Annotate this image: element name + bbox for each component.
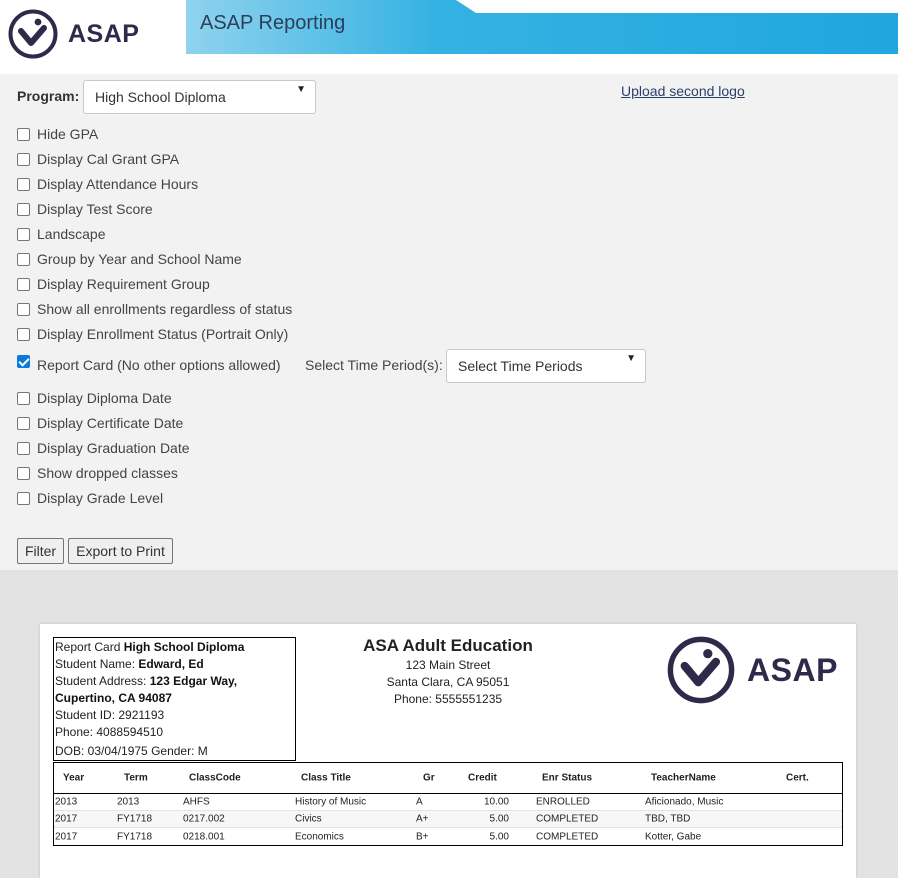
cell-credit: 10.00 (483, 796, 509, 808)
cell-gr: B+ (416, 831, 429, 842)
program-select-value: High School Diploma (95, 89, 226, 105)
time-period-label: Select Time Period(s): (305, 357, 443, 373)
checkbox[interactable] (17, 417, 30, 430)
option-label: Display Attendance Hours (37, 176, 199, 192)
student-name: Edward, Ed (138, 657, 204, 671)
option-display-cal-grant-gpa[interactable] (17, 151, 179, 167)
option-display-graduation-date[interactable] (17, 440, 190, 456)
option-group-by-year[interactable] (17, 251, 242, 267)
option-label: Show all enrollments regardless of status (37, 301, 293, 317)
dropdown-arrow-icon: ▼ (626, 353, 636, 364)
cell-class-title: Civics (295, 813, 322, 825)
cell-gr: A (416, 796, 423, 808)
checkbox[interactable] (17, 392, 30, 405)
col-classcode: ClassCode (189, 772, 241, 784)
logo-text: ASAP (747, 651, 838, 688)
option-display-certificate-date[interactable] (17, 415, 183, 431)
option-label: Display Test Score (37, 201, 153, 217)
cell-term: 2013 (117, 796, 140, 808)
checkbox[interactable] (17, 178, 30, 191)
option-display-grade-level[interactable] (17, 490, 163, 506)
option-label: Display Grade Level (37, 490, 164, 506)
cell-year: 2017 (55, 813, 78, 825)
dropdown-arrow-icon: ▼ (296, 84, 306, 95)
filter-button[interactable]: Filter (17, 538, 64, 564)
school-name: ASA Adult Education (363, 636, 533, 655)
checkbox[interactable] (17, 442, 30, 455)
col-class-title: Class Title (301, 772, 351, 784)
checkbox[interactable] (17, 278, 30, 291)
option-label: Display Diploma Date (37, 390, 172, 406)
student-phone: Phone: 4088594510 (55, 725, 164, 739)
option-show-dropped-classes[interactable] (17, 465, 178, 481)
student-info-box (53, 637, 296, 761)
cell-gr: A+ (416, 813, 429, 825)
cell-classcode: 0217.002 (183, 813, 225, 825)
option-label: Group by Year and School Name (37, 251, 242, 267)
cell-teacher-name: Kotter, Gabe (645, 831, 702, 842)
option-show-all-enrollments[interactable] (17, 301, 292, 317)
enrollment-table (53, 762, 843, 846)
cell-teacher-name: TBD, TBD (645, 813, 691, 825)
export-to-print-button[interactable]: Export to Print (68, 538, 173, 564)
checkbox[interactable] (17, 228, 30, 241)
report-options-panel (0, 74, 898, 570)
cell-class-title: History of Music (295, 796, 367, 808)
checkbox[interactable] (17, 467, 30, 480)
option-display-attendance-hours[interactable] (17, 176, 198, 192)
cell-year: 2013 (55, 796, 78, 808)
col-term: Term (124, 772, 148, 784)
address-line2: Cupertino, CA 94087 (55, 691, 172, 705)
report-card-page (40, 624, 856, 878)
table-header (54, 763, 842, 794)
address-label: Student Address: (55, 674, 147, 688)
time-period-select[interactable] (446, 349, 646, 383)
option-display-enrollment-status[interactable] (17, 326, 288, 342)
table-row (54, 794, 842, 811)
cell-enr-status: COMPLETED (536, 813, 599, 825)
student-name-label: Student Name: (55, 657, 136, 671)
time-period-select-value: Select Time Periods (458, 358, 583, 374)
option-report-card[interactable] (17, 354, 281, 373)
checkbox[interactable] (17, 492, 30, 505)
table-row (54, 828, 842, 845)
cell-credit: 5.00 (489, 813, 509, 825)
option-hide-gpa[interactable] (17, 126, 98, 142)
upload-second-logo-link[interactable]: Upload second logo (621, 83, 745, 99)
cell-enr-status: ENROLLED (536, 796, 590, 808)
program-label: Program: (17, 88, 80, 104)
col-cert: Cert. (786, 772, 809, 784)
cell-credit: 5.00 (489, 831, 509, 842)
school-street: 123 Main Street (405, 658, 491, 672)
heart-check-logo-icon (667, 636, 735, 704)
option-label: Landscape (37, 226, 106, 242)
option-label: Display Enrollment Status (Portrait Only) (37, 326, 289, 342)
option-label: Show dropped classes (37, 465, 178, 481)
checkbox[interactable] (17, 253, 30, 266)
page-title: ASAP Reporting (200, 12, 346, 34)
checkbox[interactable] (17, 328, 30, 341)
option-label: Display Certificate Date (37, 415, 184, 431)
option-display-requirement-group[interactable] (17, 276, 210, 292)
school-info (288, 636, 608, 708)
option-label: Report Card (No other options allowed) (37, 357, 281, 373)
program-select[interactable] (83, 80, 316, 114)
address-line1: 123 Edgar Way, (149, 674, 238, 688)
option-label: Display Cal Grant GPA (37, 151, 180, 167)
option-label: Display Graduation Date (37, 440, 190, 456)
option-display-diploma-date[interactable] (17, 390, 172, 406)
checkbox[interactable] (17, 153, 30, 166)
option-landscape[interactable] (17, 226, 106, 242)
option-label: Hide GPA (37, 126, 99, 142)
col-year: Year (63, 772, 85, 784)
report-card-label: Report Card (55, 640, 121, 654)
app-header (0, 0, 898, 74)
col-credit: Credit (468, 772, 497, 784)
cell-classcode: AHFS (183, 796, 210, 808)
cell-class-title: Economics (295, 831, 344, 842)
cell-classcode: 0218.001 (183, 831, 225, 842)
cell-term: FY1718 (117, 813, 153, 825)
table-row (54, 811, 842, 828)
option-display-test-score[interactable] (17, 201, 153, 217)
heart-check-logo-icon (8, 9, 58, 59)
student-id: Student ID: 2921193 (55, 708, 165, 722)
checkbox-checked[interactable] (17, 355, 30, 368)
checkbox[interactable] (17, 303, 30, 316)
checkbox[interactable] (17, 203, 30, 216)
col-teacher-name: TeacherName (651, 772, 716, 784)
option-label: Display Requirement Group (37, 276, 210, 292)
school-phone: Phone: 5555551235 (393, 692, 503, 706)
checkbox[interactable] (17, 128, 30, 141)
report-asap-logo (667, 636, 838, 704)
cell-enr-status: COMPLETED (536, 831, 599, 842)
dob-gender: DOB: 03/04/1975 Gender: M (55, 744, 208, 758)
col-enr-status: Enr Status (542, 772, 593, 784)
col-gr: Gr (423, 772, 435, 784)
logo-text: ASAP (68, 19, 140, 48)
school-city: Santa Clara, CA 95051 (386, 675, 510, 689)
asap-logo (8, 9, 139, 59)
cell-year: 2017 (55, 831, 78, 842)
cell-term: FY1718 (117, 831, 153, 842)
program-name: High School Diploma (123, 640, 245, 654)
cell-teacher-name: Aficionado, Music (645, 796, 724, 808)
